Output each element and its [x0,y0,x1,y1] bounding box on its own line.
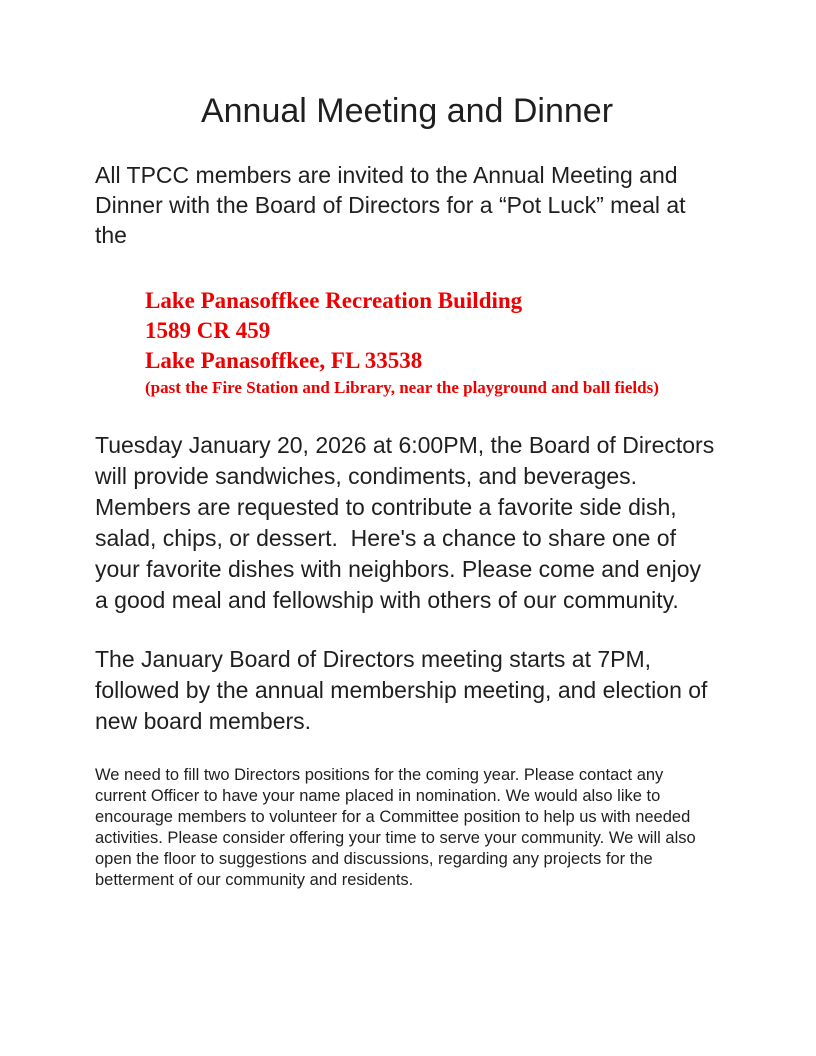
venue-name: Lake Panasoffkee Recreation Building [145,288,523,313]
main-paragraph: Tuesday January 20, 2026 at 6:00PM, the Board of Directors will provide sandwiches, condiments, and beverages. Members are requested to contribute a favorite side dish, salad, chips, or dessert. Here's a chance to share one of your favorite dishes with neighbors. Please come and enjoy a good meal and fellowship with others of our community. [95,432,721,613]
board-meeting-paragraph: The January Board of Directors meeting starts at 7PM, followed by the annual membership meeting, and election of new board members. [95,646,714,734]
intro-paragraph: All TPCC members are invited to the Annual Meeting and Dinner with the Board of Directors for a “Pot Luck” meal at the [95,162,692,248]
venue-city-state-zip: Lake Panasoffkee, FL 33538 [145,348,423,373]
venue-street: 1589 CR 459 [145,318,271,343]
page-title: Annual Meeting and Dinner [200,92,614,130]
venue-directions-note: (past the Fire Station and Library, near the playground and ball fields) [145,378,659,397]
footer-paragraph: We need to fill two Directors positions for the coming year. Please contact any current Officer to have your name placed in nomination. We would also like to encourage members to volunteer for a Committee position to help us with needed activities. Please consider offering your time to serve your community. We will also open the floor to suggestions and discussions, regarding any projects for the betterment of our community and residents. [95,766,701,889]
venue-address-block [145,286,719,400]
